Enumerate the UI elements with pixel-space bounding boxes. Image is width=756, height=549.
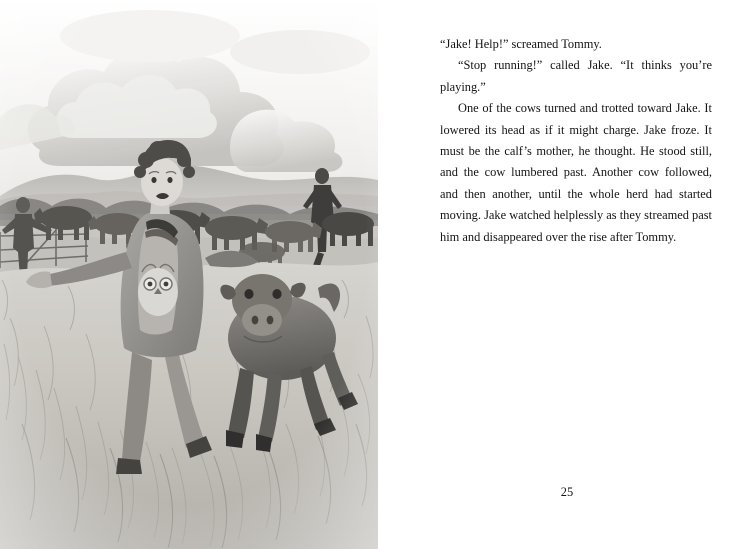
paragraph-3: One of the cows turned and trotted toward Jake. It lowered its head as if it might charge. Jake froze. It must be the calf’s mother, he thought. He stood still, and the cow lumbered past. Another cow followed, and then another, until the whole herd had started moving. Jake watched helplessly as they streamed past him and disappeared over the rise after Tommy. [440, 101, 712, 244]
paragraph-2: “Stop running!” called Jake. “It thinks you’re playing.” [440, 58, 712, 94]
body-text [440, 34, 712, 248]
paragraph-1: “Jake! Help!” screamed Tommy. [440, 37, 602, 51]
page-number: 25 [560, 485, 574, 499]
text-page [378, 0, 756, 549]
